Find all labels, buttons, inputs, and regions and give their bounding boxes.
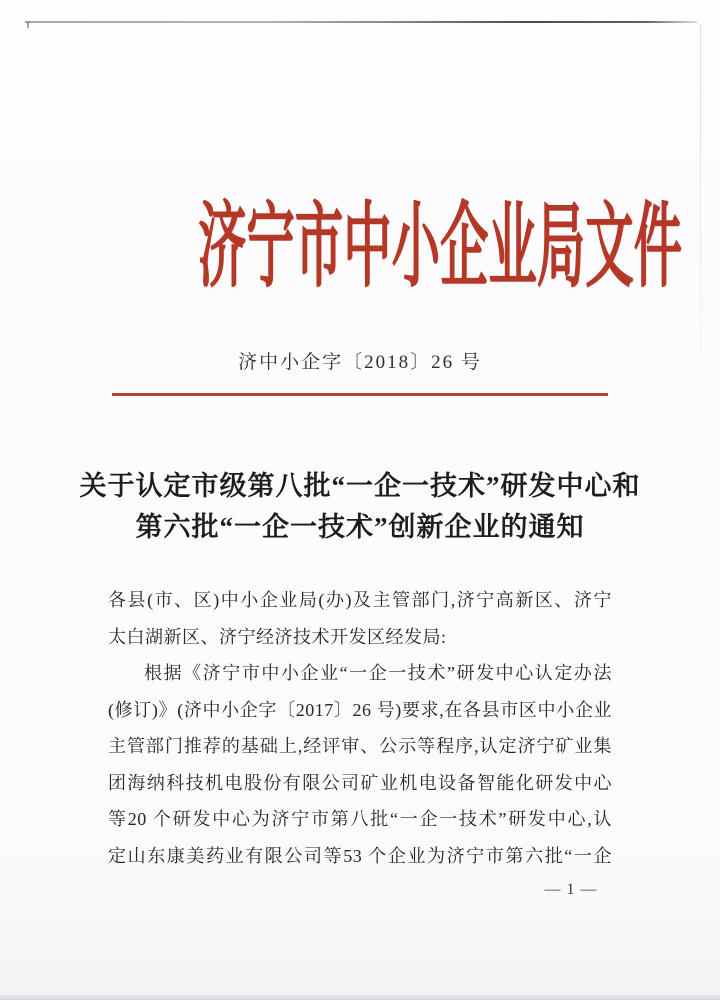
document-body <box>108 582 612 874</box>
red-divider-rule <box>112 393 608 396</box>
body-line: 等20 个研发中心为济宁市第八批“一企一技术”研发中心,认 <box>108 809 612 829</box>
body-line: 根据《济宁市中小企业“一企一技术”研发中心认定办法 <box>144 663 612 683</box>
body-line: (修订)》(济中小企字〔2017〕26 号)要求,在各县市区中小企业 <box>108 699 612 720</box>
document-number: 济中小企字〔2018〕26 号 <box>238 352 482 373</box>
scan-edge-artifact-right <box>700 24 701 354</box>
scan-edge-artifact-top <box>25 21 697 23</box>
agency-header-title <box>0 196 720 299</box>
scan-edge-artifact-bottom <box>0 995 720 1000</box>
page-number: — 1 — <box>544 881 598 898</box>
body-line: 各县(市、区)中小企业局(办)及主管部门,济宁高新区、济宁 <box>108 590 612 610</box>
document-title-line-1: 关于认定市级第八批“一企一技术”研发中心和 <box>79 471 641 501</box>
scan-edge-artifact-tick <box>27 22 29 28</box>
body-line: 团海纳科技机电股份有限公司矿业机电设备智能化研发中心 <box>108 772 612 793</box>
document-title-line-2: 第六批“一企一技术”创新企业的通知 <box>135 512 585 542</box>
body-line: 定山东康美药业有限公司等53 个企业为济宁市第六批“一企 <box>108 845 612 866</box>
body-line: 主管部门推荐的基础上,经评审、公示等程序,认定济宁矿业集 <box>108 736 612 756</box>
agency-header-text: 济宁市中小企业局文件 <box>198 197 683 299</box>
body-line: 太白湖新区、济宁经济技术开发区经发局: <box>108 626 447 647</box>
document-title <box>60 466 660 548</box>
